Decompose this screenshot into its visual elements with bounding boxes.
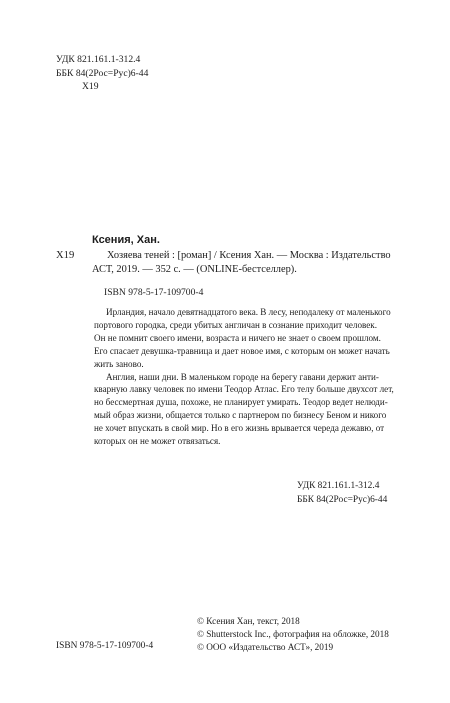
copyright-notices	[197, 615, 389, 653]
annotation	[94, 306, 412, 448]
record-isbn: ISBN 978-5-17-109700-4	[104, 287, 204, 298]
annotation-line: не хочет впускать в свой мир. Но в его жизнь врывается череда дежавю, от	[94, 423, 385, 434]
copyright-line: © Ксения Хан, текст, 2018	[197, 616, 300, 626]
annotation-line: кварную лавку человек по имени Теодор Атлас. Его телу больше двухсот лет,	[94, 384, 394, 395]
annotation-line: Его спасает девушка-травница и дает новое имя, с которым он может начать	[94, 345, 390, 356]
udk-code: УДК 821.161.1-312.4	[56, 54, 141, 65]
record-author-mark: Х19	[56, 250, 75, 261]
annotation-line: которых он не может отвязаться.	[94, 436, 221, 447]
annotation-paragraph	[94, 306, 412, 371]
annotation-line: жить заново.	[94, 358, 144, 369]
isbn-bottom: ISBN 978-5-17-109700-4	[56, 641, 154, 651]
annotation-line: портового городка, среди убитых англичан в сознание приходит человек.	[94, 319, 377, 330]
record-description	[92, 249, 409, 276]
classification-codes-top	[56, 53, 148, 94]
author-mark: Х19	[82, 81, 99, 92]
annotation-line: но бессмертная душа, похоже, не планирует умирать. Теодор ведет нелюди-	[94, 397, 388, 408]
annotation-line: мый образ жизни, общается только с партнером по бизнесу Беном и никого	[94, 410, 387, 421]
annotation-line: Англия, наши дни. В маленьком городе на берегу гавани держит анти-	[106, 371, 379, 382]
bbk-code: ББК 84(2Рос=Рус)6-44	[56, 67, 149, 79]
udk-code: УДК 821.161.1-312.4	[297, 481, 380, 491]
copyright-line: © ООО «Издательство АСТ», 2019	[197, 641, 334, 652]
bbk-code: ББК 84(2Рос=Рус)6-44	[297, 494, 388, 505]
annotation-line: Ирландия, начало девятнадцатого века. В лесу, неподалеку от маленького	[106, 307, 391, 317]
record-author: Ксения, Хан.	[92, 234, 160, 246]
classification-codes-right	[297, 480, 387, 507]
record-title-line: Хозяева теней : [роман] / Ксения Хан. — Москва : Издательство	[107, 250, 391, 261]
annotation-paragraph	[94, 371, 412, 448]
annotation-line: Он не помнит своего имени, возраста и ничего не знает о своем прошлом.	[94, 332, 381, 343]
copyright-line: © Shutterstock Inc., фотография на обложке, 2018	[197, 628, 389, 639]
record-title-line: АСТ, 2019. — 352 с. — (ONLINE-бестселлер).	[92, 263, 297, 275]
